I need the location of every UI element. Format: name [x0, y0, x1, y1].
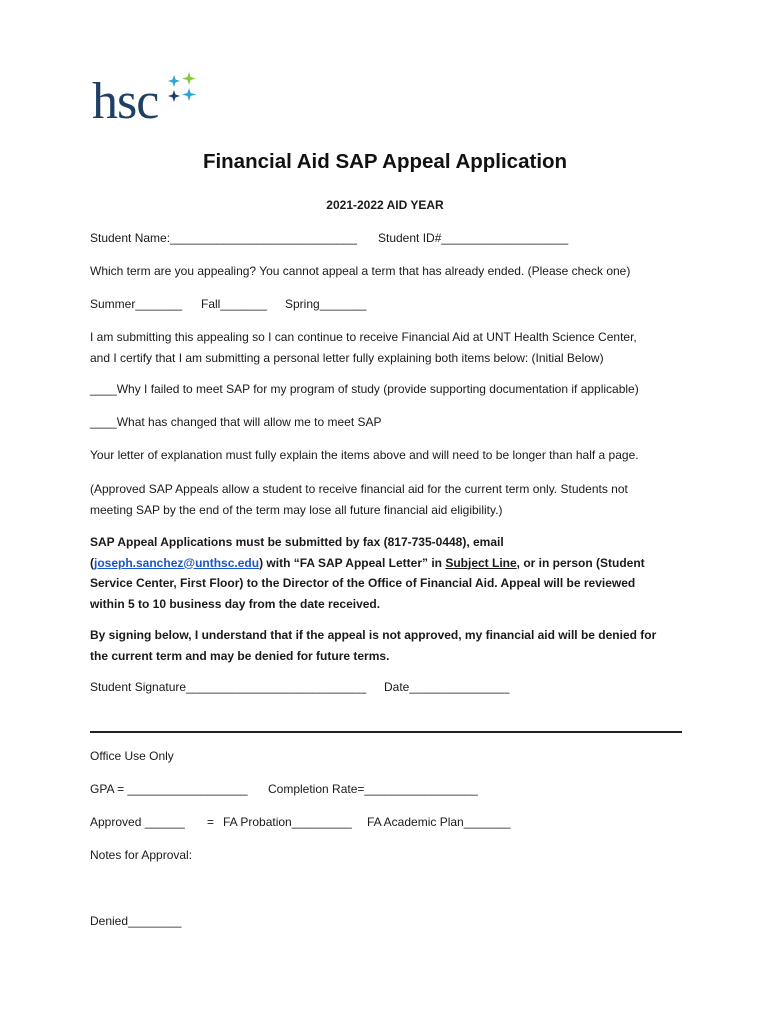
- divider: [90, 731, 682, 733]
- approved-note-line: (Approved SAP Appeals allow a student to receive financial aid for the current term only. Students not: [90, 482, 628, 496]
- date-field[interactable]: Date_______________: [384, 680, 510, 694]
- certify-text: [90, 327, 690, 368]
- logo-text: hsc: [92, 73, 159, 130]
- submission-text: , or in person (Student: [516, 555, 645, 570]
- student-name-field[interactable]: Student Name:____________________________: [90, 231, 357, 245]
- email-link[interactable]: joseph.sanchez@unthsc.edu: [94, 555, 260, 570]
- submission-instructions: [90, 532, 690, 614]
- submission-line: [90, 553, 690, 574]
- term-spring[interactable]: Spring_______: [285, 297, 367, 311]
- office-use-heading: Office Use Only: [90, 749, 174, 763]
- paren-open: (: [90, 555, 94, 570]
- student-signature-field[interactable]: Student Signature___________________________: [90, 680, 367, 694]
- term-fall[interactable]: Fall_______: [201, 297, 268, 311]
- term-question: Which term are you appealing? You cannot appeal a term that has already ended. (Please check one): [90, 264, 631, 278]
- sparkle-icon: [166, 72, 202, 106]
- submission-line: within 5 to 10 business day from the date received.: [90, 596, 381, 611]
- what-changed-item[interactable]: ____What has changed that will allow me to meet SAP: [90, 415, 382, 429]
- aid-year: 2021-2022 AID YEAR: [326, 198, 444, 212]
- approved-field[interactable]: Approved ______: [90, 815, 185, 829]
- certify-line: I am submitting this appealing so I can continue to receive Financial Aid at UNT Health Science Center,: [90, 330, 637, 344]
- submission-line: Service Center, First Floor) to the Director of the Office of Financial Aid. Appeal will be reviewed: [90, 576, 636, 590]
- gpa-field[interactable]: GPA = __________________: [90, 782, 248, 796]
- approved-note: [90, 479, 690, 520]
- submission-line: SAP Appeal Applications must be submitted by fax (817-735-0448), email: [90, 535, 504, 549]
- certify-line: and I certify that I am submitting a personal letter fully explaining both items below: (Initial Below): [90, 350, 604, 365]
- student-id-field[interactable]: Student ID#___________________: [378, 231, 569, 245]
- approved-note-line: meeting SAP by the end of the term may lose all future financial aid eligibility.): [90, 502, 503, 517]
- why-failed-item[interactable]: ____Why I failed to meet SAP for my program of study (provide supporting documentation if applicable): [90, 382, 639, 396]
- submission-text: ) with “FA SAP Appeal Letter” in: [259, 555, 446, 570]
- fa-academic-plan-field[interactable]: FA Academic Plan_______: [367, 815, 511, 829]
- fa-probation-field[interactable]: FA Probation_________: [223, 815, 352, 829]
- notes-for-approval[interactable]: Notes for Approval:: [90, 848, 193, 862]
- denied-field[interactable]: Denied________: [90, 914, 182, 928]
- term-summer[interactable]: Summer_______: [90, 297, 183, 311]
- signing-note-line: the current term and may be denied for future terms.: [90, 648, 390, 663]
- equals-sign: =: [207, 815, 215, 829]
- page-title: Financial Aid SAP Appeal Application: [202, 150, 568, 173]
- letter-note: Your letter of explanation must fully explain the items above and will need to be longer than half a page.: [90, 448, 639, 462]
- signing-note: [90, 625, 690, 666]
- signing-note-line: By signing below, I understand that if the appeal is not approved, my financial aid will be denied for: [90, 628, 657, 642]
- hsc-logo: [92, 72, 202, 136]
- completion-rate-field[interactable]: Completion Rate=_________________: [268, 782, 478, 796]
- subject-line-text: Subject Line: [445, 555, 517, 570]
